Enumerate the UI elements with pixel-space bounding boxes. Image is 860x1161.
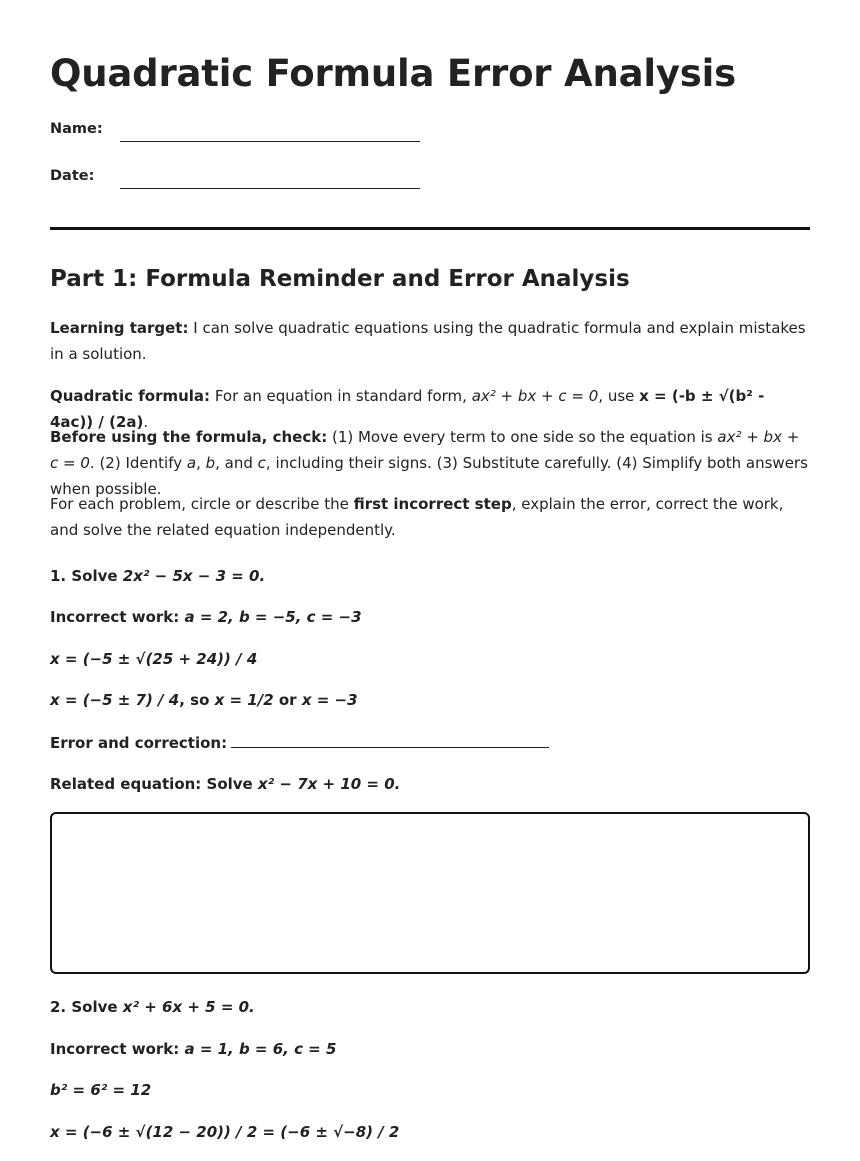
problem2-work-line-3	[50, 1123, 810, 1141]
instructions-bold: first incorrect step	[353, 495, 512, 513]
instructions-pre: For each problem, circle or describe the	[50, 495, 354, 513]
problem1-prefix: 1. Solve	[50, 567, 123, 585]
problem2-prefix: 2. Solve	[50, 998, 123, 1016]
date-line[interactable]	[120, 188, 420, 189]
formula-mid: , use	[598, 387, 640, 405]
instructions	[50, 491, 810, 543]
check-label: Before using the formula, check:	[50, 428, 328, 446]
problem1-work-3d: or	[273, 691, 302, 709]
problem1-work-label: Incorrect work:	[50, 608, 185, 626]
problem2-work-1: a = 1, b = 6, c = 5	[184, 1040, 337, 1058]
problem1-error-line	[50, 733, 810, 752]
name-label: Name:	[50, 121, 103, 137]
learning-target-text: I can solve quadratic equations using the quadratic formula and explain mistakes in a solution.	[50, 319, 806, 363]
check-form: ax² + bx + c = 0	[50, 428, 800, 472]
check-text-1: (1) Move every term to one side so the equation is	[327, 428, 718, 446]
problem2-work-line-2	[50, 1081, 810, 1099]
date-label: Date:	[50, 168, 95, 184]
problem1-work-2: x = (−5 ± √(25 + 24)) / 4	[50, 650, 258, 668]
date-field[interactable]	[50, 168, 430, 198]
name-line[interactable]	[120, 141, 420, 142]
problem1-equation: 2x² − 5x − 3 = 0.	[122, 567, 266, 585]
instructions-post: , explain the error, correct the work, and solve the related equation independently.	[50, 495, 784, 539]
part1-heading: Part 1: Formula Reminder and Error Analysis	[50, 266, 630, 292]
problem1-work-3a: x = (−5 ± 7) / 4	[50, 691, 180, 709]
page-title: Quadratic Formula Error Analysis	[50, 52, 736, 95]
check-text-2: . (2) Identify	[89, 454, 187, 472]
problem1-related	[50, 775, 810, 793]
problem1-prompt	[50, 567, 810, 585]
formula-pre: For an equation in standard form,	[210, 387, 472, 405]
var-a: a	[186, 454, 197, 472]
name-field[interactable]	[50, 121, 430, 151]
problem1-answer-box[interactable]	[50, 812, 810, 974]
sep-1: ,	[196, 454, 206, 472]
problem2-equation: x² + 6x + 5 = 0.	[122, 998, 255, 1016]
problem2-work-3: x = (−6 ± √(12 − 20)) / 2 = (−6 ± √−8) / 2	[50, 1123, 400, 1141]
problem2-work-line-1	[50, 1040, 810, 1058]
problem1-work-3b: , so	[179, 691, 215, 709]
standard-form: ax² + bx + c = 0	[471, 387, 599, 405]
problem1-work-line-2	[50, 650, 810, 668]
problem2-prompt	[50, 998, 810, 1016]
header-divider	[50, 227, 810, 230]
problem1-work-line-1	[50, 608, 810, 626]
problem1-work-3c: x = 1/2	[214, 691, 274, 709]
problem1-related-equation: x² − 7x + 10 = 0.	[257, 775, 401, 793]
var-b: b	[205, 454, 216, 472]
problem1-work-3e: x = −3	[301, 691, 358, 709]
problem2-work-label: Incorrect work:	[50, 1040, 185, 1058]
problem1-work-line-3	[50, 691, 810, 709]
problem1-related-prefix: Related equation: Solve	[50, 775, 258, 793]
formula-end: .	[143, 413, 149, 431]
check-text-3: , including their signs. (3) Substitute carefully. (4) Simplify both answers when possible.	[50, 454, 808, 498]
var-c: c	[257, 454, 266, 472]
problem2-work-2: b² = 6² = 12	[50, 1081, 152, 1099]
formula-label: Quadratic formula:	[50, 387, 211, 405]
sep-2: , and	[215, 454, 258, 472]
problem1-work-1: a = 2, b = −5, c = −3	[184, 608, 362, 626]
problem1-error-blank[interactable]	[231, 733, 549, 748]
learning-target	[50, 315, 810, 367]
problem1-error-label: Error and correction:	[50, 734, 228, 752]
quadratic-formula: x = (-b ± √(b² - 4ac)) / (2a)	[50, 387, 765, 431]
learning-target-label: Learning target:	[50, 319, 189, 337]
